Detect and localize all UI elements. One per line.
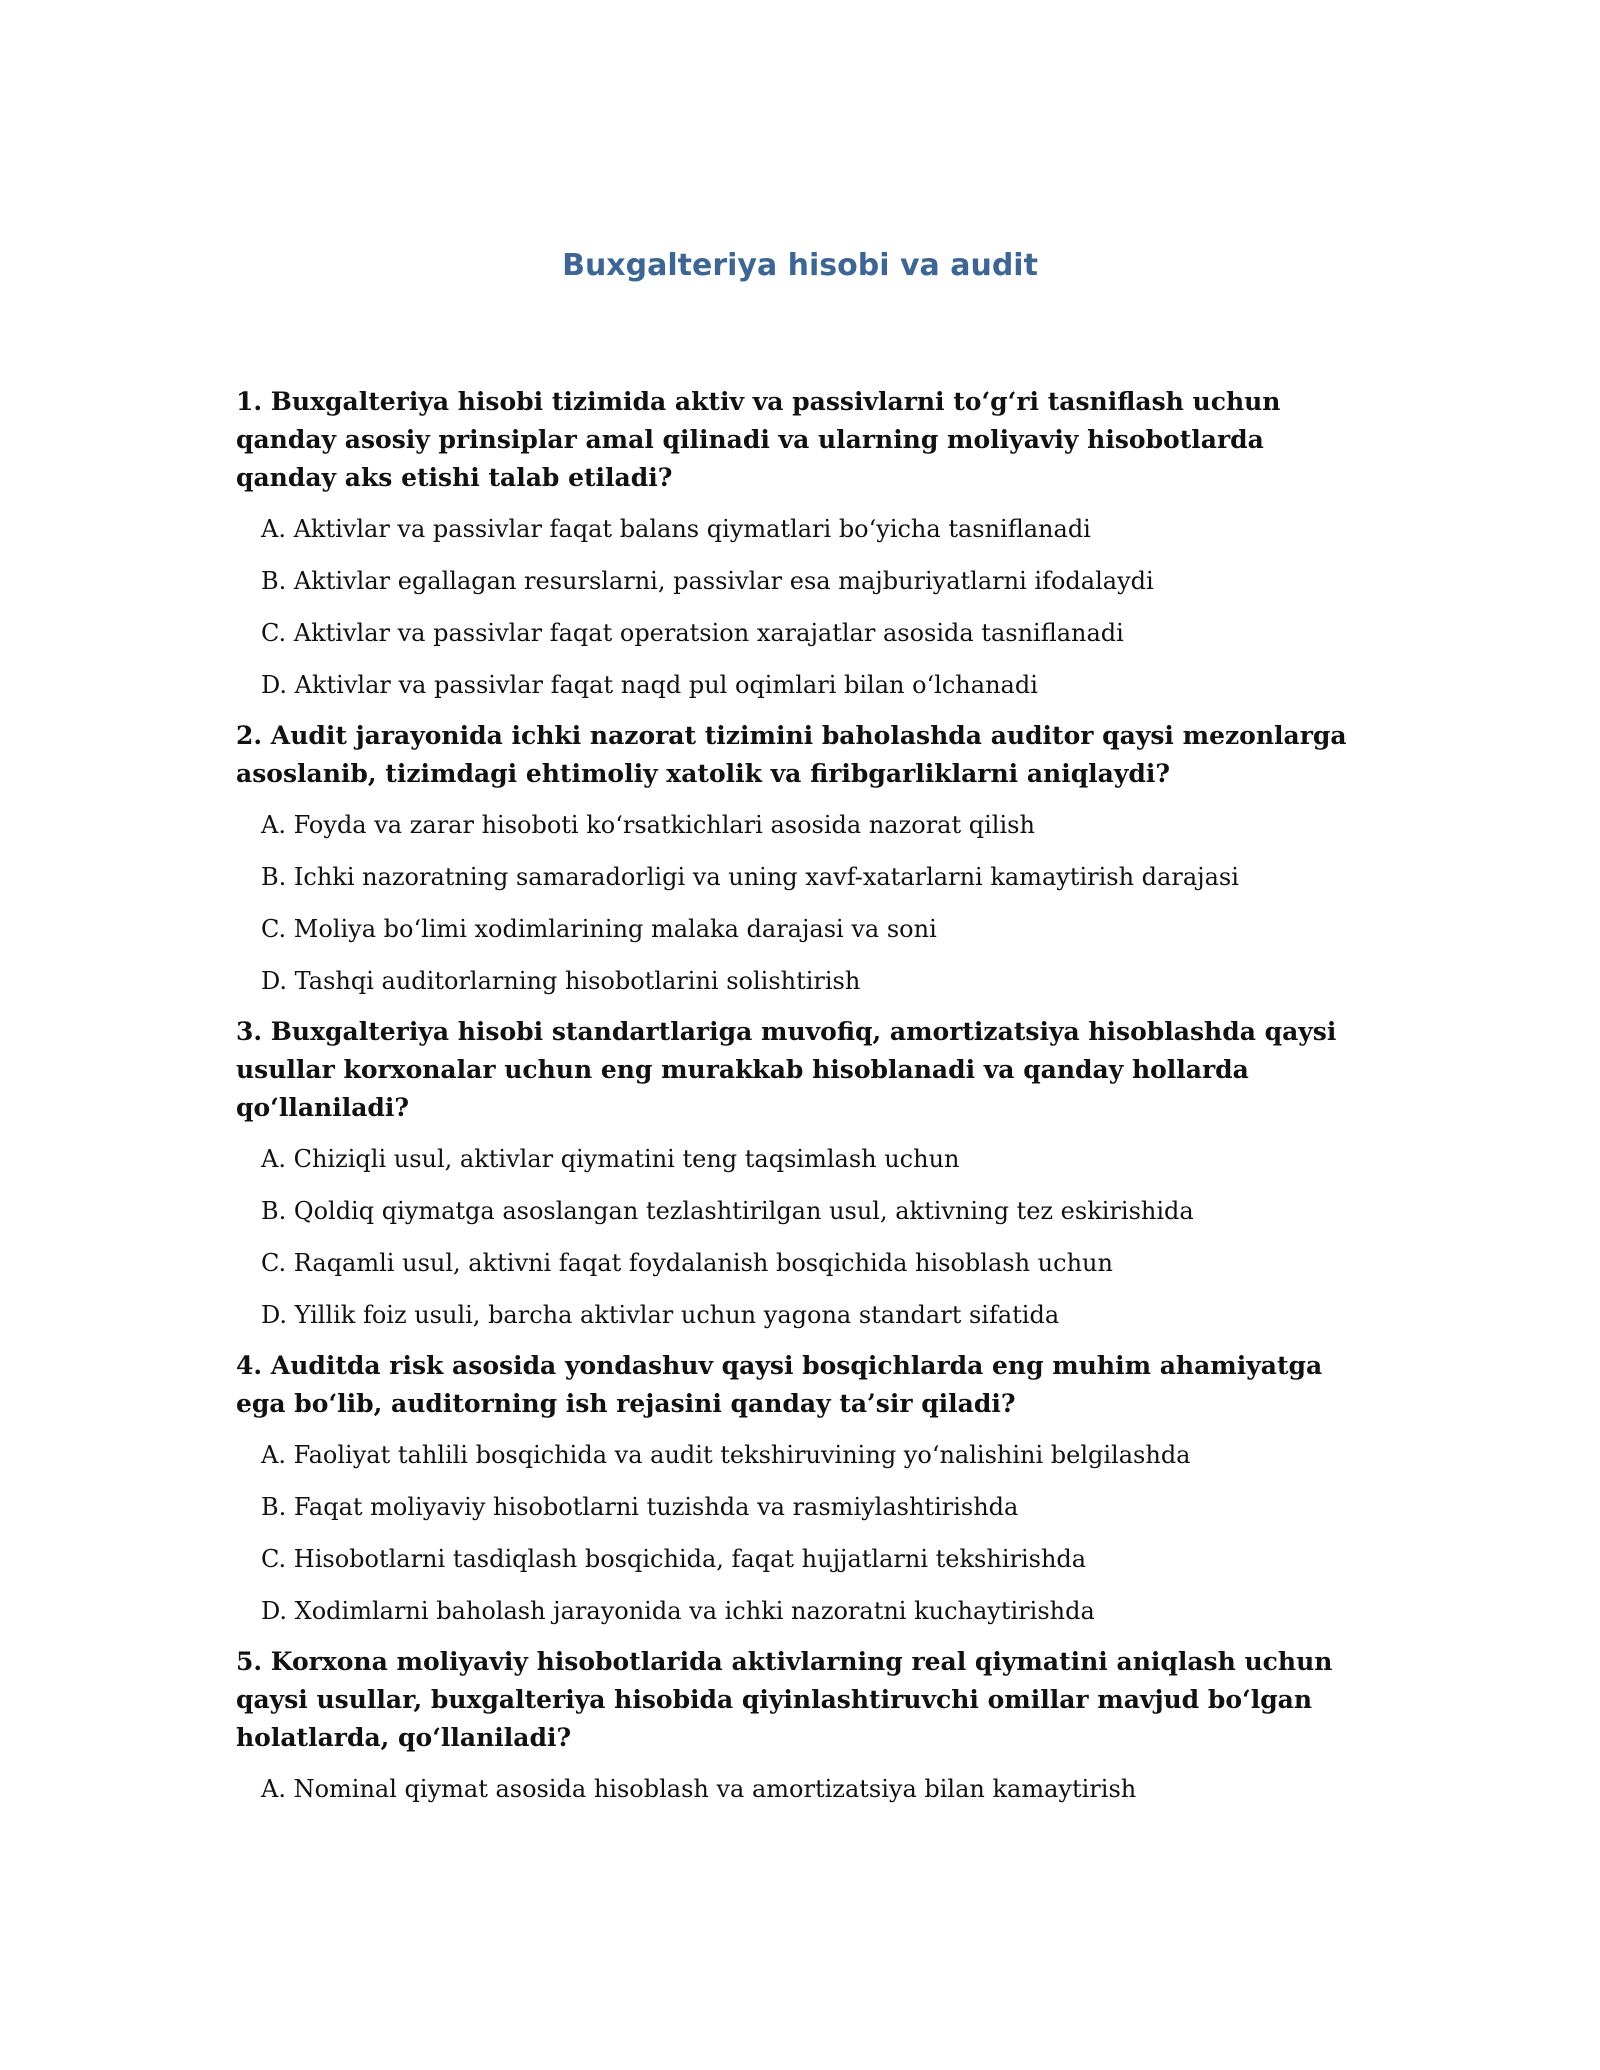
answer-option-b: B. Faqat moliyaviy hisobotlarni tuzishda va rasmiylashtirishda (261, 1493, 1019, 1521)
answer-option-c: C. Moliya bo‘limi xodimlarining malaka darajasi va soni (261, 915, 937, 943)
question-text: 5. Korxona moliyaviy hisobotlarida aktivlarning real qiymatini aniqlash uchun qaysi usullar, buxgalteriya hisobida qiyinlashtiruvchi omillar mavjud bo‘lgan holatlarda, qo‘llaniladi? (236, 1647, 1333, 1752)
answer-option-d: D. Aktivlar va passivlar faqat naqd pul oqimlari bilan o‘lchanadi (261, 671, 1038, 699)
document-title: Buxgalteriya hisobi va audit (562, 248, 1038, 283)
answer-option-a: A. Foyda va zarar hisoboti ko‘rsatkichlari asosida nazorat qilish (261, 811, 1035, 839)
question-4 (236, 1347, 1366, 1631)
answer-option-a: A. Chiziqli usul, aktivlar qiymatini teng taqsimlash uchun (261, 1145, 960, 1173)
answer-option-d: D. Tashqi auditorlarning hisobotlarini solishtirish (261, 967, 861, 995)
question-text: 3. Buxgalteriya hisobi standartlariga muvofiq, amortizatsiya hisoblashda qaysi usullar korxonalar uchun eng murakkab hisoblanadi va qanday hollarda qo‘llaniladi? (236, 1017, 1337, 1122)
question-5 (236, 1643, 1366, 1809)
question-text: 1. Buxgalteriya hisobi tizimida aktiv va passivlarni to‘g‘ri tasniflash uchun qanday asosiy prinsiplar amal qilinadi va ularning moliyaviy hisobotlarda qanday aks etishi talab etiladi? (236, 387, 1281, 492)
answer-option-a: A. Nominal qiymat asosida hisoblash va amortizatsiya bilan kamaytirish (261, 1775, 1137, 1803)
answer-option-c: C. Aktivlar va passivlar faqat operatsion xarajatlar asosida tasniflanadi (261, 619, 1124, 647)
answer-option-b: B. Qoldiq qiymatga asoslangan tezlashtirilgan usul, aktivning tez eskirishida (261, 1197, 1194, 1225)
answer-option-c: C. Raqamli usul, aktivni faqat foydalanish bosqichida hisoblash uchun (261, 1249, 1113, 1277)
answer-option-d: D. Xodimlarni baholash jarayonida va ichki nazoratni kuchaytirishda (261, 1597, 1095, 1625)
answer-option-d: D. Yillik foiz usuli, barcha aktivlar uchun yagona standart sifatida (261, 1301, 1060, 1329)
answer-option-b: B. Ichki nazoratning samaradorligi va uning xavf-xatarlarni kamaytirish darajasi (261, 863, 1239, 891)
answer-option-c: C. Hisobotlarni tasdiqlash bosqichida, faqat hujjatlarni tekshirishda (261, 1545, 1087, 1573)
question-list (236, 383, 1366, 1821)
answer-option-b: B. Aktivlar egallagan resurslarni, passivlar esa majburiyatlarni ifodalaydi (261, 567, 1154, 595)
answer-option-a: A. Aktivlar va passivlar faqat balans qiymatlari bo‘yicha tasniflanadi (261, 515, 1091, 543)
question-2 (236, 717, 1366, 1001)
question-3 (236, 1013, 1366, 1335)
answer-option-a: A. Faoliyat tahlili bosqichida va audit tekshiruvining yo‘nalishini belgilashda (261, 1441, 1191, 1469)
question-text: 4. Auditda risk asosida yondashuv qaysi bosqichlarda eng muhim ahamiyatga ega bo‘lib, auditorning ish rejasini qanday ta’sir qiladi? (236, 1351, 1323, 1418)
question-text: 2. Audit jarayonida ichki nazorat tizimini baholashda auditor qaysi mezonlarga asoslanib, tizimdagi ehtimoliy xatolik va firibgarliklarni aniqlaydi? (236, 721, 1347, 788)
question-1 (236, 383, 1366, 705)
